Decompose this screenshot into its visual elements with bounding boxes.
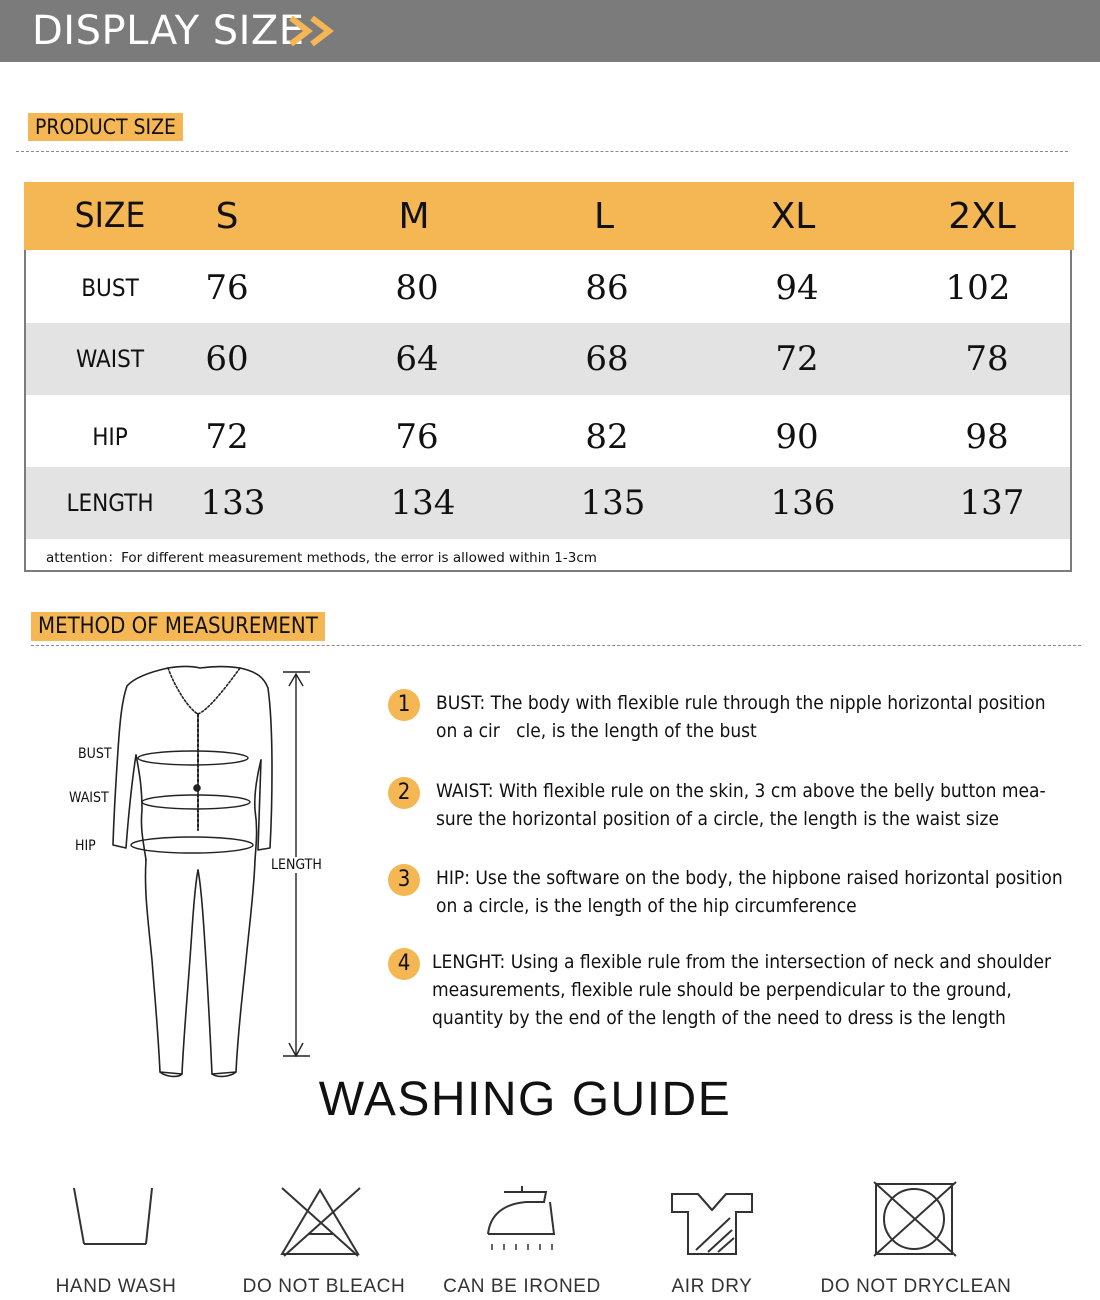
step-number-badge: 3 (388, 864, 420, 896)
column-header: M (398, 196, 430, 237)
step-text-line: BUST: The body with flexible rule through the nipple horizontal position (436, 692, 1046, 714)
table-cell: 86 (585, 268, 629, 308)
step-text-line: LENGHT: Using a flexible rule from the intersection of neck and shoulder (432, 951, 1052, 973)
wash-label: HAND WASH (55, 1276, 177, 1297)
page-title: DISPLAY SIZE (32, 8, 305, 54)
do-not-dryclean-icon (870, 1180, 960, 1258)
bust-label: BUST (78, 746, 112, 762)
hand-wash-icon (70, 1180, 160, 1252)
table-cell: 137 (959, 483, 1025, 523)
row-label: HIP (92, 423, 128, 451)
step-text-line: WAIST: With flexible rule on the skin, 3 cm above the belly button mea- (436, 780, 1046, 802)
washing-guide-title: WASHING GUIDE (318, 1073, 732, 1126)
table-cell: 82 (585, 417, 629, 457)
double-chevron-right-icon (288, 14, 340, 48)
table-cell: 76 (395, 417, 439, 457)
product-size-tag: PRODUCT SIZE (28, 113, 183, 141)
step-text-line: HIP: Use the software on the body, the hipbone raised horizontal position (436, 867, 1063, 889)
wash-label: AIR DRY (671, 1276, 753, 1297)
divider (16, 151, 1068, 152)
table-row (26, 467, 1070, 539)
table-cell: 72 (775, 339, 819, 379)
table-cell: 136 (770, 483, 836, 523)
table-cell: 80 (395, 268, 439, 308)
size-table-header (24, 182, 1074, 250)
table-cell: 102 (945, 268, 1011, 308)
step-number-badge: 4 (388, 948, 420, 980)
table-cell: 64 (395, 339, 439, 379)
table-row (26, 401, 1070, 473)
step-number-badge: 2 (388, 777, 420, 809)
table-cell: 60 (205, 339, 249, 379)
wash-label: CAN BE IRONED (443, 1276, 601, 1297)
iron-icon (482, 1184, 562, 1254)
table-cell: 68 (585, 339, 629, 379)
row-label: WAIST (75, 345, 145, 373)
step-text-line: measurements, flexible rule should be perpendicular to the ground, (432, 979, 1012, 1001)
air-dry-icon (668, 1188, 756, 1258)
table-cell: 98 (965, 417, 1009, 457)
step-text-line: sure the horizontal position of a circle, the length is the waist size (436, 808, 1000, 830)
row-label: BUST (81, 274, 139, 302)
length-label: LENGTH (271, 857, 322, 873)
table-cell: 78 (965, 339, 1009, 379)
step-text-line: quantity by the end of the length of the need to dress is the length (432, 1007, 1006, 1029)
method-tag: METHOD OF MEASUREMENT (31, 612, 325, 641)
measurement-step (388, 948, 1078, 1032)
table-row (26, 323, 1070, 395)
measurement-step (388, 777, 1078, 833)
table-row (26, 252, 1070, 324)
table-cell: 135 (580, 483, 646, 523)
table-cell: 134 (390, 483, 456, 523)
step-number-badge: 1 (388, 689, 420, 721)
step-text-line: on a cir cle, is the length of the bust (436, 720, 757, 742)
divider (31, 645, 1081, 646)
measurement-step (388, 864, 1078, 920)
table-cell: 90 (775, 417, 819, 457)
column-header: 2XL (948, 196, 1016, 237)
hip-label: HIP (75, 838, 96, 854)
wash-label: DO NOT BLEACH (242, 1276, 406, 1297)
table-cell: 72 (205, 417, 249, 457)
table-cell: 133 (200, 483, 266, 523)
table-cell: 94 (775, 268, 819, 308)
column-header: L (593, 196, 615, 237)
column-header: S (215, 196, 239, 237)
waist-label: WAIST (69, 790, 109, 806)
attention-note: attention：For different measurement methods, the error is allowed within 1-3cm (46, 550, 597, 566)
column-header: XL (770, 196, 816, 237)
row-label: LENGTH (66, 489, 154, 517)
column-header: SIZE (74, 196, 146, 236)
wash-label: DO NOT DRYCLEAN (820, 1276, 1012, 1297)
measurement-step (388, 689, 1078, 745)
do-not-bleach-icon (278, 1184, 364, 1260)
step-text-line: on a circle, is the length of the hip circumference (436, 895, 857, 917)
table-cell: 76 (205, 268, 249, 308)
